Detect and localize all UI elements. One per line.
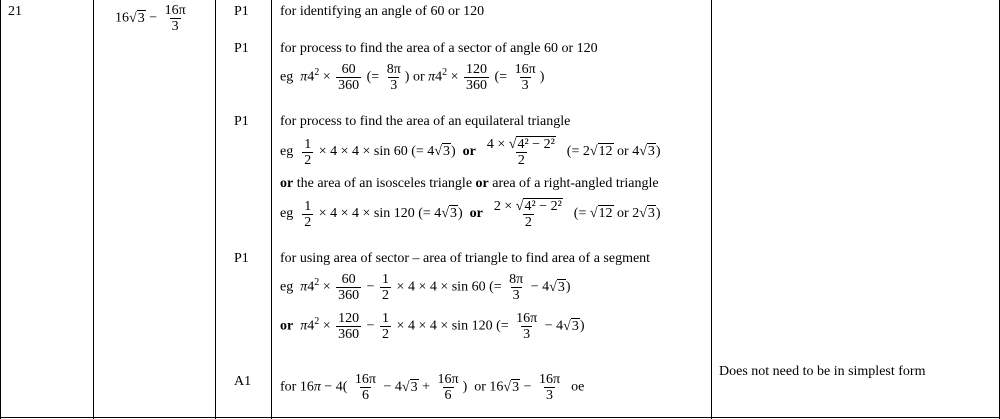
- mark-code: P1: [234, 4, 249, 19]
- guidance-text: for identifying an angle of 60 or 120: [280, 4, 485, 19]
- mark-code: P1: [234, 41, 249, 56]
- mark-code: P1: [234, 114, 249, 129]
- additional-guidance: Does not need to be in simplest form: [719, 364, 926, 379]
- question-number: 21: [8, 4, 22, 19]
- final-answer-expression: for 16π − 4( $\frac{16\pi}{6}$ − 4√3 + $\frac{16\pi}{6}$ ) or 16√3 − $\frac{16\pi}{3}$ oe: [280, 372, 585, 403]
- mark-code: P1: [234, 251, 249, 266]
- sector-area-example: eg $\pi 4^2$ × $\frac{60}{360}$ (= $\frac{8\pi}{3}$ ) or $\pi 4^2$ × $\frac{120}{360}$ (= $\frac{16\pi}{3}$ ): [280, 62, 545, 93]
- mark-code: A1: [234, 374, 252, 389]
- alternative-triangles-text: or the area of an isosceles triangle or area of a right-angled triangle: [280, 176, 659, 191]
- isosceles-area-example: eg $\frac{1}{2}$ × 4 × 4 × sin 120 (= 4√3) or $\frac{\text{2 × √4² − 2²}}{2}$ (= √12 or 2√3): [280, 198, 661, 230]
- answer-fraction: $\frac{16\pi}{3}$: [164, 3, 186, 34]
- guidance-text: for process to find the area of an equilateral triangle: [280, 114, 571, 129]
- column-divider: [271, 0, 272, 419]
- table-border-left: [0, 0, 1, 419]
- segment-area-alternative: or $\pi 4^2$ × $\frac{120}{360}$ − $\frac{1}{2}$ × 4 × 4 × sin 120 (= $\frac{16\pi}{3}$ − 4√3): [280, 311, 585, 342]
- answer-expression: 16√3 − $\frac{16\pi}{3}$: [115, 3, 186, 34]
- table-border-bottom: [0, 417, 1000, 418]
- guidance-text: for process to find the area of a sector of angle 60 or 120: [280, 41, 598, 56]
- column-divider: [93, 0, 94, 419]
- guidance-text: for using area of sector – area of triangle to find area of a segment: [280, 251, 651, 266]
- equilateral-area-example: eg $\frac{1}{2}$ × 4 × 4 × sin 60 (= 4√3) or $\frac{\text{4 × √4² − 2²}}{2}$ (= 2√12 or 4√3): [280, 136, 661, 168]
- column-divider: [711, 0, 712, 419]
- segment-area-example: eg $\pi 4^2$ × $\frac{60}{360}$ − $\frac{1}{2}$ × 4 × 4 × sin 60 (= $\frac{8\pi}{3}$ − 4√3): [280, 272, 571, 303]
- column-divider: [215, 0, 216, 419]
